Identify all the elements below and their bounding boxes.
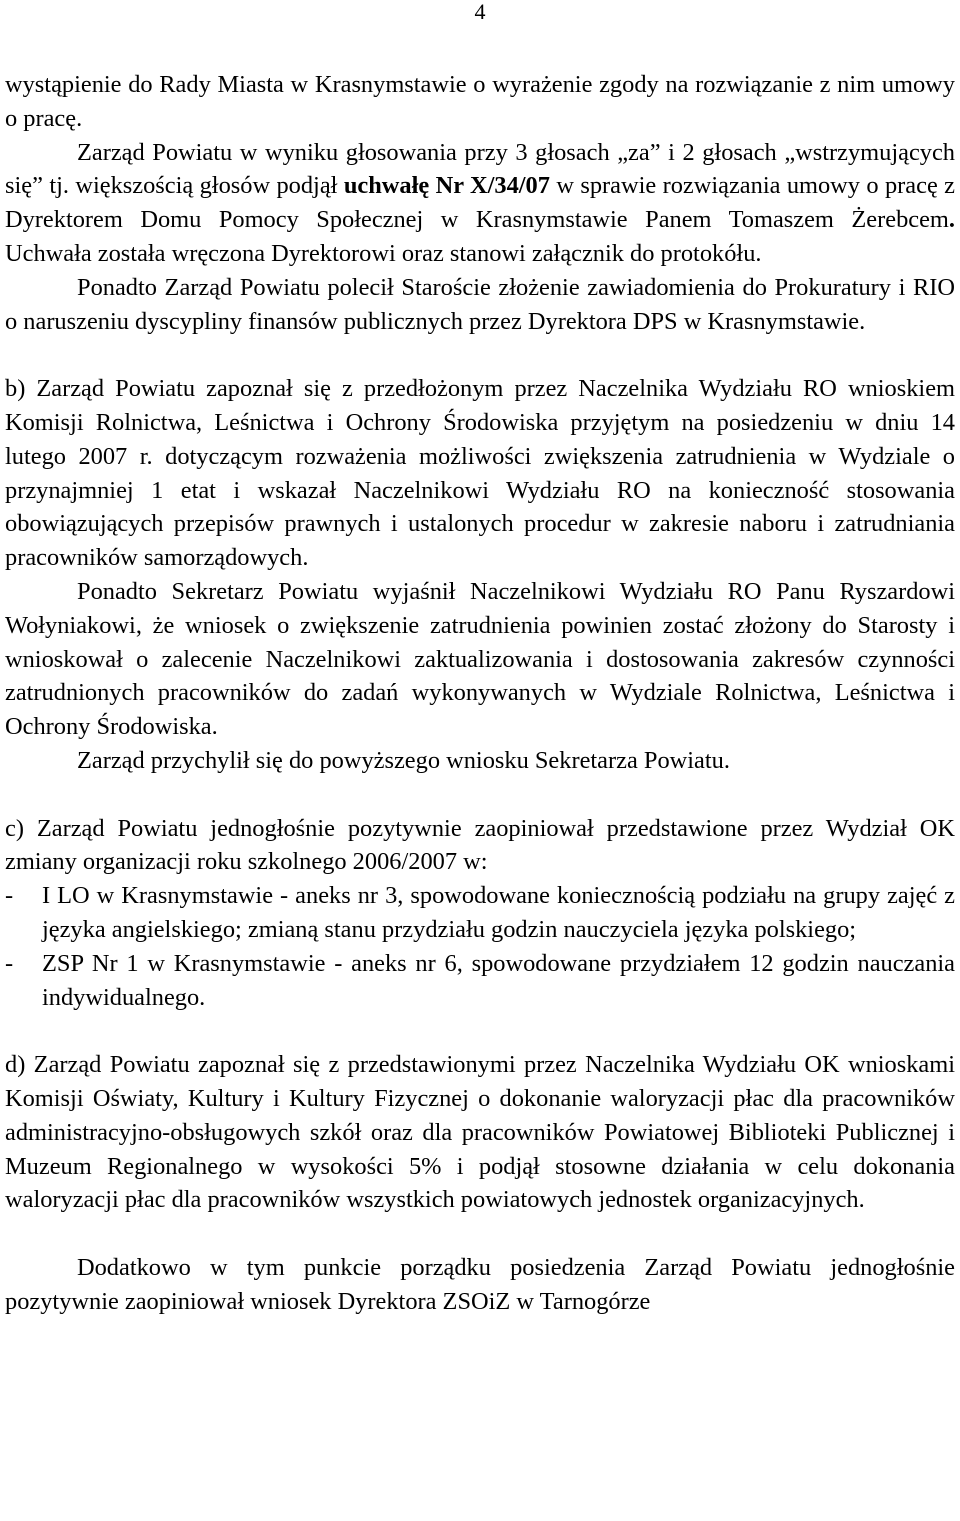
resolution-text-a: Zarząd Powiatu w wyniku głosowania przy 3 głosach „za” i 2 głosach „wstrzymujących się” tj. większością głosów podjął [5,138,955,200]
list-item-text: I LO w Krasnymstawie - aneks nr 3, spowodowane koniecznością podziału na grupy zajęć z języka angielskiego; zmianą stanu przydziału godzin nauczyciela języka polskiego; [42,882,955,943]
resolution-text-b: w sprawie rozwiązania umowy o pracę z Dyrektorem Domu Pomocy Społecznej w Krasnymstawie Panem Tomaszem Żerebcem [5,172,955,234]
intro-paragraph-continuation: wystąpienie do Rady Miasta w Krasnymstawie o wyrażenie zgody na rozwiązanie z nim umowy o pracę. [5,71,955,132]
intro-resolution-paragraph [5,136,955,271]
paragraph-gap [5,1217,955,1251]
page-number: 4 [474,0,486,24]
intro-prosecutor-paragraph: Ponadto Zarząd Powiatu polecił Staroście złożenie zawiadomienia do Prokuratury i RIO o naruszeniu dyscypliny finansów publicznych przez Dyrektora DPS w Krasnymstawie. [5,273,955,335]
document-body [5,68,955,1318]
section-d-paragraph: d) Zarząd Powiatu zapoznał się z przedstawionymi przez Naczelnika Wydziału OK wnioskami Komisji Oświaty, Kultury i Kultury Fizycznej o dokonanie waloryzacji płac dla pracowników administracyjno-obsługowych szkół oraz dla pracowników Powiatowej Biblioteki Publicznej i Muzeum Regionalnego w wysokości 5% i podjął stosowne działania w celu dokonania waloryzacji płac dla pracowników wszystkich powiatowych jednostek organizacyjnych. [5,1051,955,1214]
list-item [5,947,955,1015]
list-item [5,879,955,947]
section-b-paragraph: b) Zarząd Powiatu zapoznał się z przedłożonym przez Naczelnika Wydziału RO wnioskiem Komisji Rolnictwa, Leśnictwa i Ochrony Środowiska przyjętym na posiedzeniu w dniu 14 lutego 2007 r. dotyczącym rozważenia możliwości zwiększenia zatrudnienia w Wydziale o przynajmniej 1 etat i wskazał Naczelnikowi Wydziału RO na konieczność stosowania obowiązujących przepisów prawnych i ustalonych procedur w zakresie naboru i zatrudniania pracowników samorządowych. [5,375,955,572]
list-item-text: ZSP Nr 1 w Krasnymstawie - aneks nr 6, spowodowane przydziałem 12 godzin nauczania indywidualnego. [42,949,955,1011]
resolution-number: uchwałę Nr X/34/07 [343,172,550,200]
section-b-secretary-paragraph: Ponadto Sekretarz Powiatu wyjaśnił Naczelnikowi Wydziału RO Panu Ryszardowi Wołyniakowi, że wniosek o zwiększenie zatrudnienia powinien zostać złożony do Starosty i wnioskował o zalecenie Naczelnikowi zaktualizowania i dostosowania zakresów czynności zatrudnionych pracowników do zadań wykonywanych w Wydziale Rolnictwa, Leśnictwa i Ochrony Środowiska. [5,577,955,741]
paragraph-gap [5,1014,955,1048]
list-dash: - [5,949,14,977]
resolution-dot: . [948,206,955,234]
section-c-paragraph: c) Zarząd Powiatu jednogłośnie pozytywnie zaopiniował przedstawione przez Wydział OK zmiany organizacji roku szkolnego 2006/2007 w: [5,814,955,876]
paragraph-gap [5,778,955,812]
closing-paragraph: Dodatkowo w tym punkcie porządku posiedzenia Zarząd Powiatu jednogłośnie pozytywnie zaopiniował wniosek Dyrektora ZSOiZ w Tarnogórze [5,1253,955,1315]
list-dash: - [5,882,14,910]
paragraph-gap [5,338,955,372]
resolution-text-c: Uchwała została wręczona Dyrektorowi oraz stanowi załącznik do protokółu. [5,239,762,267]
section-c-list [5,879,955,1014]
section-b-decision-paragraph: Zarząd przychylił się do powyższego wniosku Sekretarza Powiatu. [77,746,730,774]
